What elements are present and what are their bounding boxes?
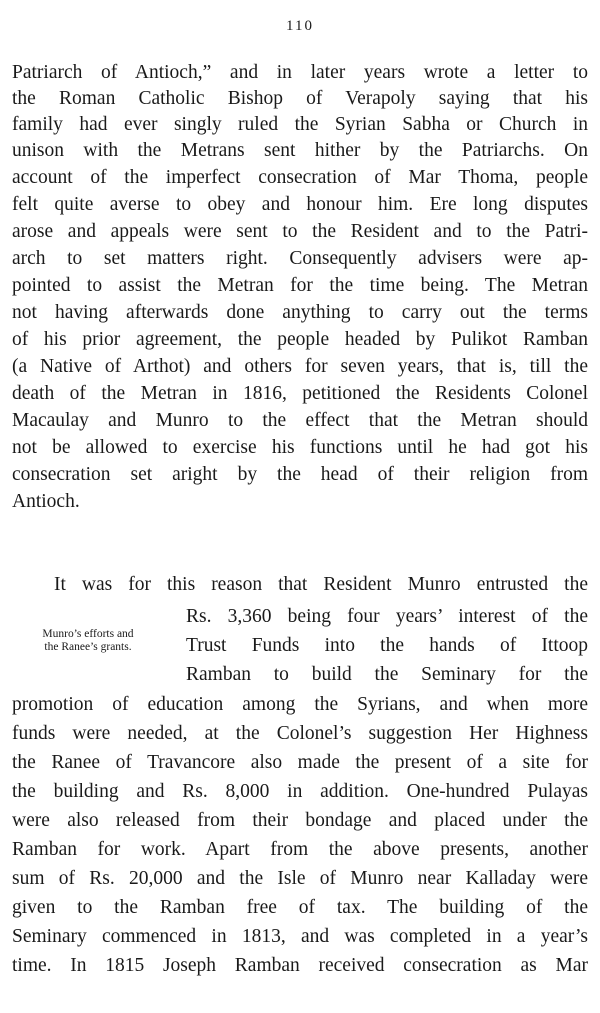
text-line: were also released from their bondage and placed under the — [12, 810, 588, 831]
text-line: sum of Rs. 20,000 and the Isle of Munro near Kalladay were — [12, 868, 588, 889]
text-line: death of the Metran in 1816, petitioned the Residents Colonel — [12, 383, 588, 404]
text-line: the building and Rs. 8,000 in addition. One-hundred Pulayas — [12, 781, 588, 802]
text-line: the Roman Catholic Bishop of Verapoly saying that his — [12, 88, 588, 109]
text-line: unison with the Metrans sent hither by the Patriarchs. On — [12, 140, 588, 161]
margin-note-line: the Ranee’s grants. — [44, 641, 132, 653]
text-line: It was for this reason that Resident Munro entrusted the — [54, 574, 588, 595]
text-line: Rs. 3,360 being four years’ interest of the — [186, 606, 588, 627]
text-line: given to the Ramban free of tax. The building of the — [12, 897, 588, 918]
text-line: Macaulay and Munro to the effect that the Metran should — [12, 410, 588, 431]
text-line: family had ever singly ruled the Syrian Sabha or Church in — [12, 114, 588, 135]
text-line: pointed to assist the Metran for the time being. The Metran — [12, 275, 588, 296]
text-line: funds were needed, at the Colonel’s suggestion Her Highness — [12, 723, 588, 744]
text-line: Ramban for work. Apart from the above presents, another — [12, 839, 588, 860]
text-line: consecration set aright by the head of their religion from — [12, 464, 588, 485]
text-line: not be allowed to exercise his functions until he had got his — [12, 437, 588, 458]
text-line: arose and appeals were sent to the Resident and to the Patri- — [12, 221, 588, 242]
margin-note-line: Munro’s efforts and — [42, 628, 134, 640]
page-number: 110 — [286, 18, 314, 34]
text-line: arch to set matters right. Consequently advisers were ap- — [12, 248, 588, 269]
text-line: time. In 1815 Joseph Ramban received consecration as Mar — [12, 955, 588, 976]
text-line: Seminary commenced in 1813, and was completed in a year’s — [12, 926, 588, 947]
text-line: Ramban to build the Seminary for the — [186, 664, 588, 685]
text-line: Antioch. — [12, 491, 80, 512]
text-line: felt quite averse to obey and honour him. Ere long disputes — [12, 194, 588, 215]
text-line: not having afterwards done anything to carry out the terms — [12, 302, 588, 323]
text-line: Patriarch of Antioch,” and in later years wrote a letter to — [12, 62, 588, 83]
text-line: Trust Funds into the hands of Ittoop — [186, 635, 588, 656]
margin-note — [8, 628, 168, 654]
text-line: promotion of education among the Syrians, and when more — [12, 694, 588, 715]
text-line: (a Native of Arthot) and others for seven years, that is, till the — [12, 356, 588, 377]
text-line: account of the imperfect consecration of Mar Thoma, people — [12, 167, 588, 188]
text-line: the Ranee of Travancore also made the present of a site for — [12, 752, 588, 773]
text-line: of his prior agreement, the people headed by Pulikot Ramban — [12, 329, 588, 350]
